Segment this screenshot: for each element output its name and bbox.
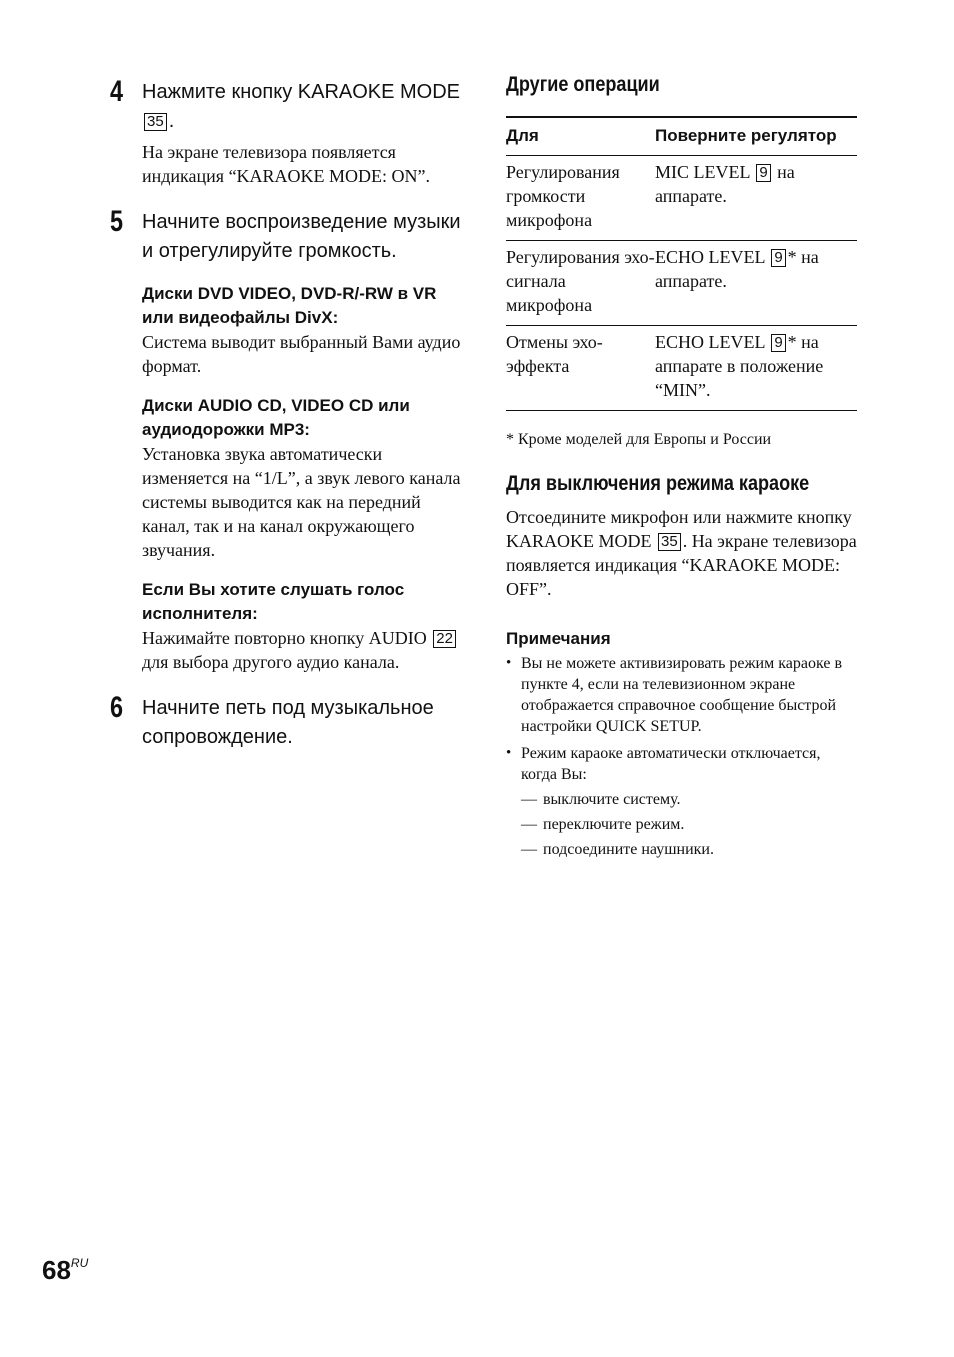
- section-heading: Диски DVD VIDEO, DVD-R/-RW в VR или видеофайлы DivX:: [142, 284, 437, 327]
- note-subitem-text: выключите систему.: [543, 791, 681, 808]
- knob-name: ECHO LEVEL: [655, 247, 765, 267]
- button-ref-badge: 35: [658, 533, 681, 551]
- bullet-icon: •: [506, 655, 512, 671]
- step-number: 6: [110, 691, 124, 724]
- karaoke-off-body: [506, 505, 857, 601]
- paragraph-text: Отсоедините микрофон или нажмите кнопку KARAOKE MODE: [506, 507, 852, 551]
- step-title-text: Нажмите кнопку KARAOKE MODE: [142, 81, 461, 103]
- button-ref-badge: 22: [433, 630, 456, 648]
- table-cell-action: [655, 241, 857, 326]
- vocal-section: [142, 578, 468, 674]
- list-item: [506, 789, 857, 810]
- list-item: [506, 814, 857, 835]
- table-header-row: [506, 117, 857, 156]
- other-operations-heading: Другие операции: [506, 73, 660, 96]
- list-item: [506, 653, 857, 737]
- notes-heading: Примечания: [506, 629, 611, 648]
- knob-name: ECHO LEVEL: [655, 332, 765, 352]
- section-heading: Диски AUDIO CD, VIDEO CD или аудиодорожки MP3:: [142, 396, 410, 439]
- knob-name: MIC LEVEL: [655, 162, 750, 182]
- note-text: Режим караоке автоматически отключается, когда Вы:: [521, 745, 821, 783]
- action-text: * на аппарате в положение “MIN”.: [655, 332, 824, 400]
- button-ref-badge: 9: [771, 334, 785, 352]
- dash-icon: —: [521, 816, 537, 833]
- page-language-suffix: RU: [70, 1256, 89, 1270]
- left-column: [108, 75, 468, 772]
- page-number-value: 68: [42, 1255, 71, 1285]
- dvd-divx-section: [142, 282, 468, 378]
- action-text: на аппарате.: [655, 162, 795, 206]
- list-item: [506, 839, 857, 860]
- list-item: [506, 743, 857, 785]
- button-ref-badge: 35: [144, 113, 167, 131]
- right-column: [506, 70, 857, 860]
- table-cell-purpose: Отмены эхо-эффекта: [506, 332, 603, 376]
- column-header-knob: Поверните регулятор: [655, 126, 837, 145]
- step-description: На экране телевизора появляется индикация “KARAOKE MODE: ON”.: [142, 142, 431, 186]
- step-number: 5: [110, 205, 124, 238]
- table-cell-purpose: Регулирования громкости микрофона: [506, 162, 620, 230]
- button-ref-badge: 9: [756, 164, 770, 182]
- table-footnote: * Кроме моделей для Европы и России: [506, 431, 772, 448]
- note-text: Вы не можете активизировать режим караоке в пункте 4, если на телевизионном экране отображается справочное сообщение быстрой настройки QUICK SETUP.: [521, 655, 842, 735]
- note-subitem-text: переключите режим.: [543, 816, 685, 833]
- karaoke-off-heading: Для выключения режима караоке: [506, 472, 810, 495]
- step-number: 4: [110, 75, 124, 108]
- note-subitem-text: подсоедините наушники.: [543, 841, 714, 858]
- table-cell-purpose: Регулирования эхо-сигнала микрофона: [506, 247, 655, 315]
- button-ref-badge: 9: [771, 249, 785, 267]
- step-4: [108, 75, 468, 188]
- section-body: Система выводит выбранный Вами аудио формат.: [142, 332, 461, 376]
- step-title: [142, 78, 468, 136]
- dash-icon: —: [521, 841, 537, 858]
- section-body: [142, 626, 468, 674]
- table-row: [506, 156, 857, 241]
- table-row: [506, 241, 857, 326]
- page-number: [42, 1247, 88, 1286]
- operations-table: [506, 116, 857, 411]
- section-heading: Если Вы хотите слушать голос исполнителя:: [142, 580, 405, 623]
- section-body-text: для выбора другого аудио канала.: [142, 652, 400, 672]
- table-cell-action: [655, 156, 857, 241]
- action-text: * на аппарате.: [655, 247, 819, 291]
- step-6: [108, 691, 468, 752]
- dash-icon: —: [521, 791, 537, 808]
- step-title: Начните воспроизведение музыки и отрегулируйте громкость.: [142, 211, 461, 262]
- column-header-for: Для: [506, 126, 539, 145]
- audio-cd-section: [142, 394, 468, 562]
- section-body: Установка звука автоматически изменяется на “1/L”, а звук левого канала системы выводится как на передний канал, так и на канал окружающего звучания.: [142, 444, 461, 560]
- bullet-icon: •: [506, 745, 512, 761]
- table-row: [506, 326, 857, 411]
- step-5: [108, 205, 468, 674]
- table-cell-action: [655, 326, 857, 411]
- section-body-text: Нажимайте повторно кнопку AUDIO: [142, 628, 427, 648]
- paragraph-text: . На экране телевизора появляется индикация “KARAOKE MODE: OFF”.: [506, 531, 857, 599]
- step-title-end: .: [168, 110, 175, 132]
- step-title: Начните петь под музыкальное сопровождение.: [142, 697, 434, 748]
